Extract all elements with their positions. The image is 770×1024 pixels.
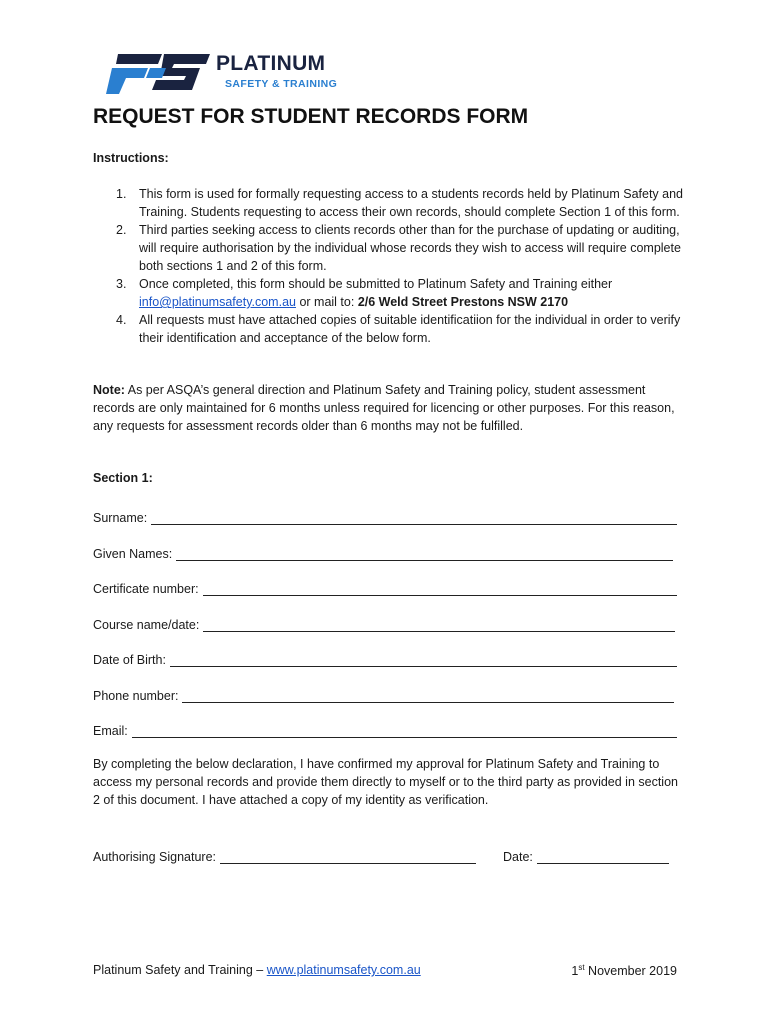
certificate-number-label: Certificate number: xyxy=(93,582,199,596)
logo-subtitle: SAFETY & TRAINING xyxy=(225,78,338,90)
surname-label: Surname: xyxy=(93,511,148,525)
course-input-line[interactable] xyxy=(203,617,675,632)
list-number: 4. xyxy=(116,313,127,327)
note-text: As per ASQA’s general direction and Platinum Safety and Training policy, student assessment records are only maintained for 6 months unless required for licencing or other purposes. For this reason, any requests for assessment records older than 6 months may not be fulfilled. xyxy=(93,383,675,433)
list-number: 2. xyxy=(116,223,127,237)
company-logo xyxy=(104,50,364,98)
instructions-heading: Instructions: xyxy=(93,151,169,165)
signature-input-line[interactable] xyxy=(220,849,476,864)
list-text: All requests must have attached copies of suitable identificatiion for the individual in order to verify their identification and acceptance of the below form. xyxy=(139,313,681,345)
course-field xyxy=(93,612,675,632)
email-field xyxy=(93,718,677,738)
logo-name: PLATINUM xyxy=(216,52,326,75)
list-number: 3. xyxy=(116,277,127,291)
date-label: Date: xyxy=(503,850,533,864)
dob-label: Date of Birth: xyxy=(93,653,166,667)
section-1-heading: Section 1: xyxy=(93,471,153,485)
given-names-field xyxy=(93,541,673,561)
footer-date xyxy=(571,963,677,978)
given-names-label: Given Names: xyxy=(93,547,173,561)
list-text: or mail to: xyxy=(295,295,358,309)
page-footer xyxy=(93,963,677,977)
signature-row xyxy=(93,844,677,864)
footer-date-suffix: st xyxy=(578,963,585,972)
date-field xyxy=(503,844,669,864)
certificate-number-field xyxy=(93,576,677,596)
phone-label: Phone number: xyxy=(93,689,179,703)
footer-date-rest: November 2019 xyxy=(584,964,677,979)
list-number: 1. xyxy=(116,187,127,201)
course-label: Course name/date: xyxy=(93,618,200,632)
dob-field xyxy=(93,647,677,667)
list-text: Once completed, this form should be submitted to Platinum Safety and Training either xyxy=(139,277,613,291)
dob-input-line[interactable] xyxy=(170,652,677,667)
signature-field xyxy=(93,844,476,864)
surname-field xyxy=(93,505,677,525)
footer-date-day: 1 xyxy=(571,964,579,979)
phone-input-line[interactable] xyxy=(182,688,674,703)
footer-company-text: Platinum Safety and Training – xyxy=(93,963,267,977)
list-text: This form is used for formally requesting access to a students records held by Platinum Safety and Training. Students requesting to access their own records, should complete Section 1 of this form. xyxy=(139,187,684,219)
note-paragraph xyxy=(93,381,683,435)
mailing-address: 2/6 Weld Street Prestons NSW 2170 xyxy=(357,295,569,309)
list-item xyxy=(93,221,683,275)
phone-field xyxy=(93,683,674,703)
email-label: Email: xyxy=(93,724,128,738)
certificate-number-input-line[interactable] xyxy=(203,581,677,596)
list-item xyxy=(93,275,683,311)
given-names-input-line[interactable] xyxy=(176,546,673,561)
date-input-line[interactable] xyxy=(537,849,669,864)
signature-label: Authorising Signature: xyxy=(93,850,216,864)
note-label: Note: xyxy=(93,383,125,397)
email-link[interactable]: info@platinumsafety.com.au xyxy=(139,295,296,309)
list-text: Third parties seeking access to clients records other than for the purchase of updating or auditing, will require authorisation by the individual whose records they wish to access will require complete both sections 1 and 2 of this form. xyxy=(139,223,681,273)
instructions-list xyxy=(93,185,683,347)
ps-logo-mark-icon xyxy=(104,50,214,96)
list-item xyxy=(93,185,683,221)
declaration-paragraph: By completing the below declaration, I have confirmed my approval for Platinum Safety and Training to access my personal records and provide them directly to myself or to the third party as provided in section 2 of this document. I have attached a copy of my identity as verification. xyxy=(93,757,678,807)
surname-input-line[interactable] xyxy=(151,510,677,525)
website-link[interactable]: www.platinumsafety.com.au xyxy=(266,963,421,977)
list-item xyxy=(93,311,683,347)
email-input-line[interactable] xyxy=(132,723,677,738)
page-title: REQUEST FOR STUDENT RECORDS FORM xyxy=(93,105,529,128)
